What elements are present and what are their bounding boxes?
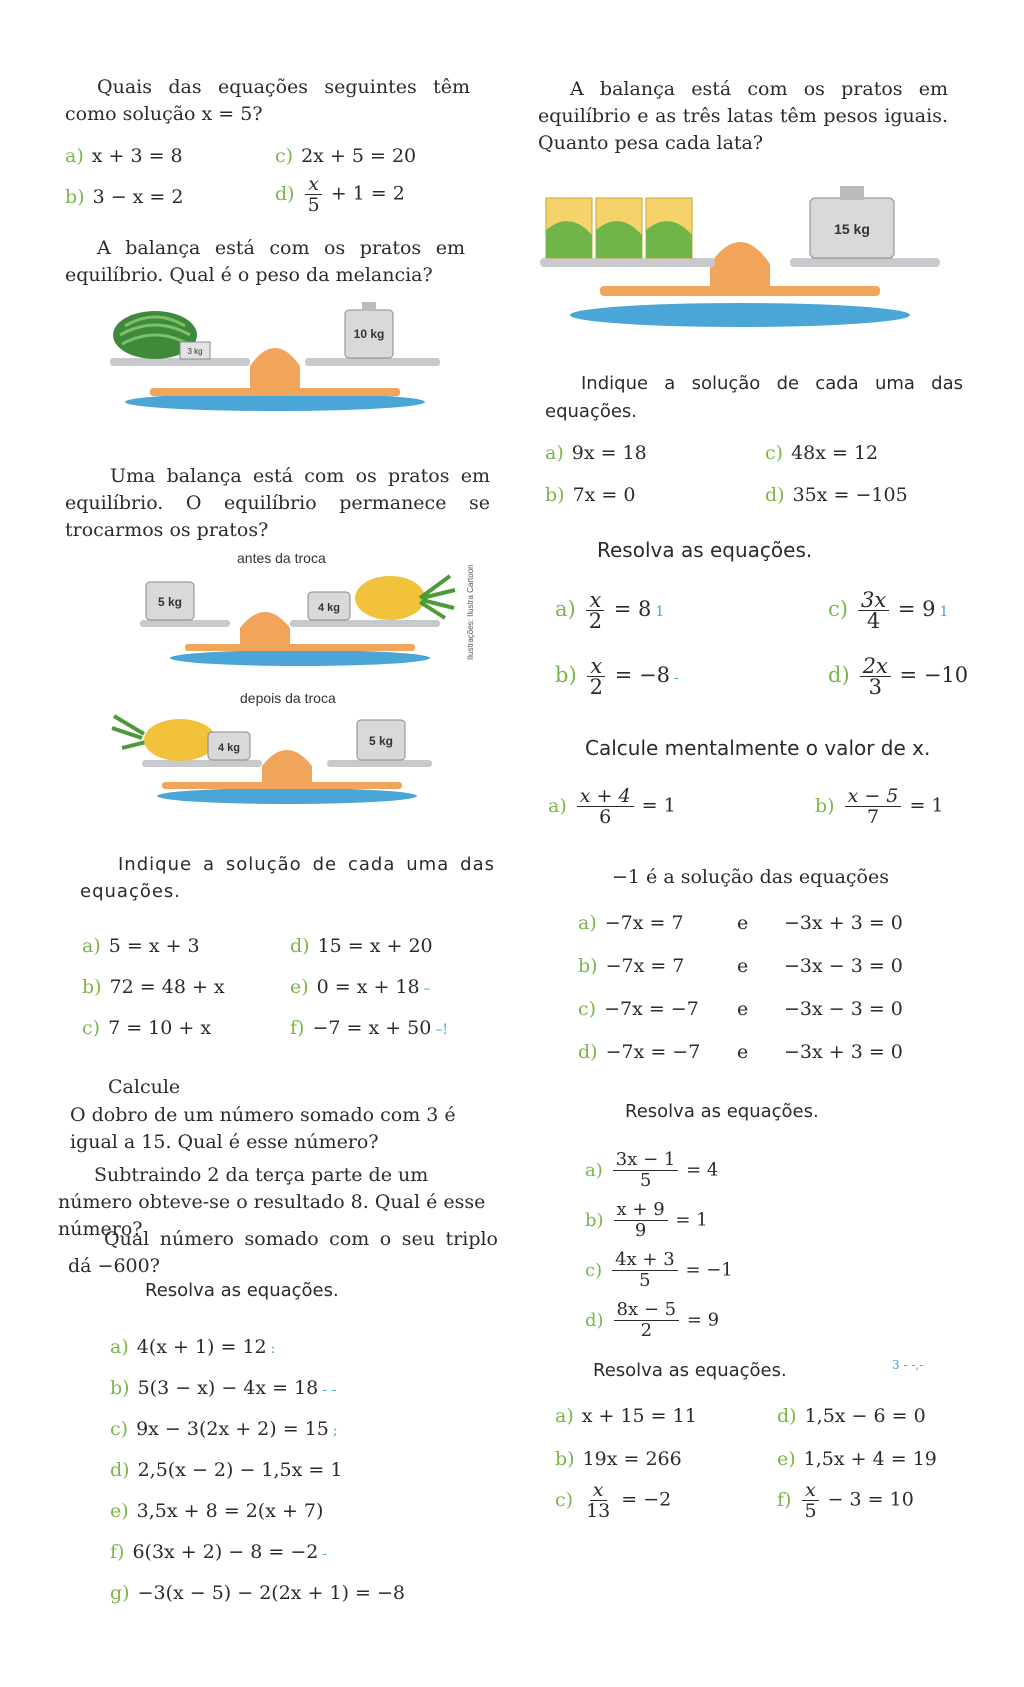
question-2 [65,235,465,289]
equation: 5(3 − x) − 4x = 18 [137,1377,319,1399]
q6-item-c [110,1418,338,1440]
fraction [860,656,891,697]
item-label: c) [275,145,294,167]
q13-item-c [555,1480,671,1521]
equation-rest: = 9 [897,597,936,621]
q6-item-g [110,1582,405,1604]
q4-item-d [290,935,433,957]
question-8 [545,370,963,426]
question-1 [65,74,470,128]
handwritten-mark: –! [435,1022,448,1038]
question-3 [65,463,490,544]
scale-pivot [262,750,312,784]
item-label: b) [585,1209,604,1231]
q1-item-c [275,145,416,167]
question-5c-text: Qual número somado com o seu triplo dá −600? [68,1228,498,1277]
q6-item-f [110,1541,327,1563]
numerator: 4x + 3 [612,1250,678,1271]
item-label: b) [555,1448,575,1470]
item-label: b) [578,955,598,977]
q11-row-c [578,998,699,1020]
q1-item-d [275,174,405,215]
numerator: 2x [860,656,891,677]
equation-rest: − 3 = 10 [827,1488,914,1511]
equation-right: −3x − 3 = 0 [784,998,903,1020]
q8-item-d [765,484,908,506]
item-label: c) [585,1259,603,1281]
pineapple [355,576,425,620]
q13-item-a [555,1405,697,1427]
question-6-title: Resolva as equações. [145,1280,339,1301]
equation-rest: = −10 [899,663,969,687]
weight-small-label: 3 kg [187,347,203,356]
q6-item-b [110,1377,336,1399]
item-label: b) [82,976,102,998]
item-label: a) [585,1159,603,1181]
item-label: c) [82,1017,101,1039]
question-9-title: Resolva as equações. [597,538,813,562]
item-label: c) [828,597,848,621]
denominator: 13 [586,1500,611,1522]
q9-item-a [555,590,664,631]
denominator: 3 [868,675,882,699]
question-13-title: Resolva as equações. [593,1360,787,1381]
equation: 72 = 48 + x [109,976,225,998]
item-label: b) [110,1377,130,1399]
question-10-title: Calcule mentalmente o valor de x. [585,736,931,760]
equation-rest: = −2 [621,1488,672,1511]
handwritten-mark: - [673,670,679,686]
q4-item-a [82,935,200,957]
equation-right: −3x − 3 = 0 [784,955,903,977]
q9-item-b [555,656,679,697]
numerator: x [590,1480,607,1501]
handwritten-mark: 3 - -,- [892,1358,924,1372]
item-label: a) [555,1405,574,1427]
numerator: x + 9 [614,1200,668,1221]
q12-item-c [585,1250,733,1291]
item-label: b) [65,186,85,208]
numerator: 8x − 5 [614,1300,680,1321]
item-label: d) [110,1459,130,1481]
numerator: 3x [858,590,889,611]
conjunction: e [737,1041,749,1063]
fraction [612,1250,678,1291]
caption-after: depois da troca [240,690,336,706]
scale-base [570,303,910,327]
denominator: 2 [588,609,603,633]
item-label: e) [777,1448,796,1470]
pineapple [144,719,216,761]
equation-right: −3x + 3 = 0 [784,912,903,934]
fraction [587,656,606,697]
question-5a-text: O dobro de um número somado com 3 é igual a 15. Qual é esse número? [70,1104,456,1153]
handwritten-mark: - [322,1546,328,1562]
fraction [613,1150,679,1191]
q13-item-d [777,1405,926,1427]
equation: 1,5x + 4 = 19 [803,1448,937,1470]
equation: 2,5(x − 2) − 1,5x = 1 [137,1459,343,1481]
denominator: 5 [307,194,320,216]
denominator: 2 [640,1320,653,1341]
question-4 [80,851,495,905]
question-7-text: A balança está com os pratos em equilíbrio e as três latas têm pesos iguais. Quanto pesa cada lata? [538,78,948,154]
equation-rest: = 1 [641,794,676,817]
q11-row-a [578,912,684,934]
question-11-title: −1 é a solução das equações [612,866,889,888]
equation: −3(x − 5) − 2(2x + 1) = −8 [137,1582,406,1604]
weight-4kg-label: 4 kg [317,602,341,614]
question-5a [70,1102,495,1156]
denominator: 6 [599,806,612,828]
scale-beam [185,644,415,651]
q10-item-a [548,786,676,827]
equation-rest: = −1 [685,1259,733,1281]
fraction [614,1200,668,1241]
scale-pivot [250,348,300,390]
numerator: x − 5 [845,786,902,807]
equation: 9x = 18 [571,442,647,464]
q4-item-f [290,1017,448,1039]
item-label: e) [290,976,309,998]
right-pan [290,620,440,627]
q1-item-a [65,145,183,167]
scale-cans-illustration [540,180,940,330]
denominator: 4 [866,609,881,633]
q13-item-b [555,1448,682,1470]
equation: 3 − x = 2 [92,186,184,208]
equation: 1,5x − 6 = 0 [804,1405,926,1427]
item-label: g) [110,1582,130,1604]
item-label: c) [110,1418,129,1440]
equation: x + 15 = 11 [581,1405,697,1427]
item-label: a) [110,1336,129,1358]
pineapple-leaves [420,576,455,618]
scale-pivot [240,612,290,646]
question-2-text: A balança está com os pratos em equilíbrio. Qual é o peso da melancia? [65,237,465,286]
left-pan [142,760,262,767]
item-label: c) [578,998,597,1020]
item-label: f) [777,1488,792,1511]
q12-item-b [585,1200,708,1241]
item-label: a) [545,442,564,464]
question-1-text: Quais das equações seguintes têm como solução x = 5? [65,76,470,125]
illustration-credit: Ilustrações: Ilustra Cartoon [466,564,475,660]
scale-base [170,650,430,666]
cans [546,198,692,258]
right-pan [327,760,432,767]
question-7 [538,76,948,157]
handwritten-mark: 1 [939,604,949,620]
fraction [305,174,323,215]
numerator: x [587,656,605,677]
question-5b-text: Subtraindo 2 da terça parte de um número obteve-se o resultado 8. Qual é esse número? [58,1164,486,1240]
q11-row-b [578,955,684,977]
q6-item-e [110,1500,323,1522]
scale-base [157,788,417,804]
equation: 5 = x + 3 [108,935,200,957]
equation-rest: + 1 = 2 [330,182,405,205]
item-label: b) [815,794,835,817]
q8-item-a [545,442,647,464]
equation: 7x = 0 [572,484,636,506]
q8-item-c [765,442,878,464]
item-label: d) [765,484,785,506]
equation: 2x + 5 = 20 [301,145,417,167]
equation: 19x = 266 [582,1448,682,1470]
weight-5kg-label: 5 kg [157,595,183,609]
handwritten-mark: : [270,1341,276,1357]
equation-left: −7x = −7 [604,998,699,1020]
scale-pivot [710,242,770,288]
equation: 9x − 3(2x + 2) = 15 [136,1418,329,1440]
scale-watermelon-illustration [110,300,440,415]
equation-left: −7x = 7 [605,955,685,977]
q13-item-f [777,1480,914,1521]
item-label: a) [65,145,84,167]
equation-rest: = 9 [686,1309,720,1331]
question-4-text: Indique a solução de cada uma das equações. [80,854,495,902]
denominator: 9 [634,1220,647,1241]
item-label: f) [290,1017,305,1039]
weight-handle [362,302,376,311]
equation-rest: = −8 [614,663,670,687]
scale-after-illustration [112,708,442,808]
conjunction: e [737,912,749,934]
denominator: 5 [639,1170,652,1191]
item-label: f) [110,1541,125,1563]
denominator: 5 [639,1270,651,1291]
equation: −7 = x + 50 [312,1017,432,1039]
equation: 0 = x + 18 [316,976,420,998]
equation: 4(x + 1) = 12 [136,1336,267,1358]
handwritten-mark: ; [332,1423,338,1439]
q4-item-e [290,976,431,998]
equation: 48x = 12 [791,442,879,464]
fraction [583,1480,613,1521]
scale-before-illustration [140,568,460,668]
fraction [586,590,605,631]
equation: 35x = −105 [792,484,908,506]
item-label: d) [585,1309,604,1331]
equation-rest: = 1 [675,1209,708,1231]
equation-right: −3x + 3 = 0 [784,1041,903,1063]
numerator: x [305,174,322,195]
q4-item-c [82,1017,211,1039]
q9-item-c [828,590,948,631]
equation-left: −7x = −7 [605,1041,701,1063]
equation: 3,5x + 8 = 2(x + 7) [136,1500,324,1522]
fraction [577,786,634,827]
item-label: d) [275,182,295,205]
q6-item-a [110,1336,275,1358]
numerator: x + 4 [577,786,634,807]
equation: 15 = x + 20 [317,935,433,957]
question-8-text: Indique a solução de cada uma das equações. [545,373,963,422]
weight-15kg-label: 15 kg [834,221,870,237]
equation-rest: = 4 [686,1159,719,1181]
question-5-title: Calcule [108,1076,181,1098]
q9-item-d [828,656,968,697]
q12-item-a [585,1150,718,1191]
question-5c [68,1226,498,1280]
left-pan [540,258,715,267]
equation-rest: = 1 [909,794,944,817]
equation-left: −7x = 7 [604,912,684,934]
weight-big-label: 10 kg [353,327,385,341]
question-3-text: Uma balança está com os pratos em equilíbrio. O equilíbrio permanece se trocarmos os pratos? [65,465,490,541]
item-label: d) [578,1041,598,1063]
conjunction: e [737,998,749,1020]
numerator: x [802,1480,819,1501]
item-label: c) [555,1488,574,1511]
q4-item-b [82,976,225,998]
item-label: b) [545,484,565,506]
item-label: b) [555,663,577,687]
handwritten-mark: – [423,981,431,997]
numerator: x [586,590,604,611]
denominator: 5 [804,1500,817,1522]
item-label: d) [290,935,310,957]
item-label: a) [578,912,597,934]
item-label: c) [765,442,784,464]
q8-item-b [545,484,635,506]
pineapple-leaves [112,716,146,748]
equation: 6(3x + 2) − 8 = −2 [132,1541,319,1563]
item-label: d) [828,663,850,687]
fraction [614,1300,680,1341]
handwritten-mark: 1 [655,604,665,620]
item-label: a) [555,597,576,621]
denominator: 2 [589,675,604,699]
q11-row-d [578,1041,700,1063]
item-label: e) [110,1500,129,1522]
caption-before: antes da troca [237,550,326,566]
left-pan [140,620,230,627]
right-pan [305,358,440,366]
weight-5kg-label: 5 kg [368,734,394,748]
fraction [801,1480,819,1521]
handwritten-mark: - - [322,1382,337,1398]
conjunction: e [737,955,749,977]
equation: x + 3 = 8 [91,145,183,167]
numerator: 3x − 1 [613,1150,679,1171]
weight-4kg-label: 4 kg [217,742,241,754]
right-pan [790,258,940,267]
fraction [858,590,889,631]
item-label: a) [82,935,101,957]
equation: 7 = 10 + x [108,1017,212,1039]
equation-rest: = 8 [613,597,652,621]
fraction [845,786,902,827]
q12-item-d [585,1300,719,1341]
question-12-title: Resolva as equações. [625,1101,819,1122]
q1-item-b [65,186,183,208]
weight-handle [840,186,864,200]
item-label: d) [777,1405,797,1427]
q10-item-b [815,786,944,827]
item-label: a) [548,794,567,817]
q13-item-e [777,1448,937,1470]
denominator: 7 [866,806,880,828]
q6-item-d [110,1459,342,1481]
